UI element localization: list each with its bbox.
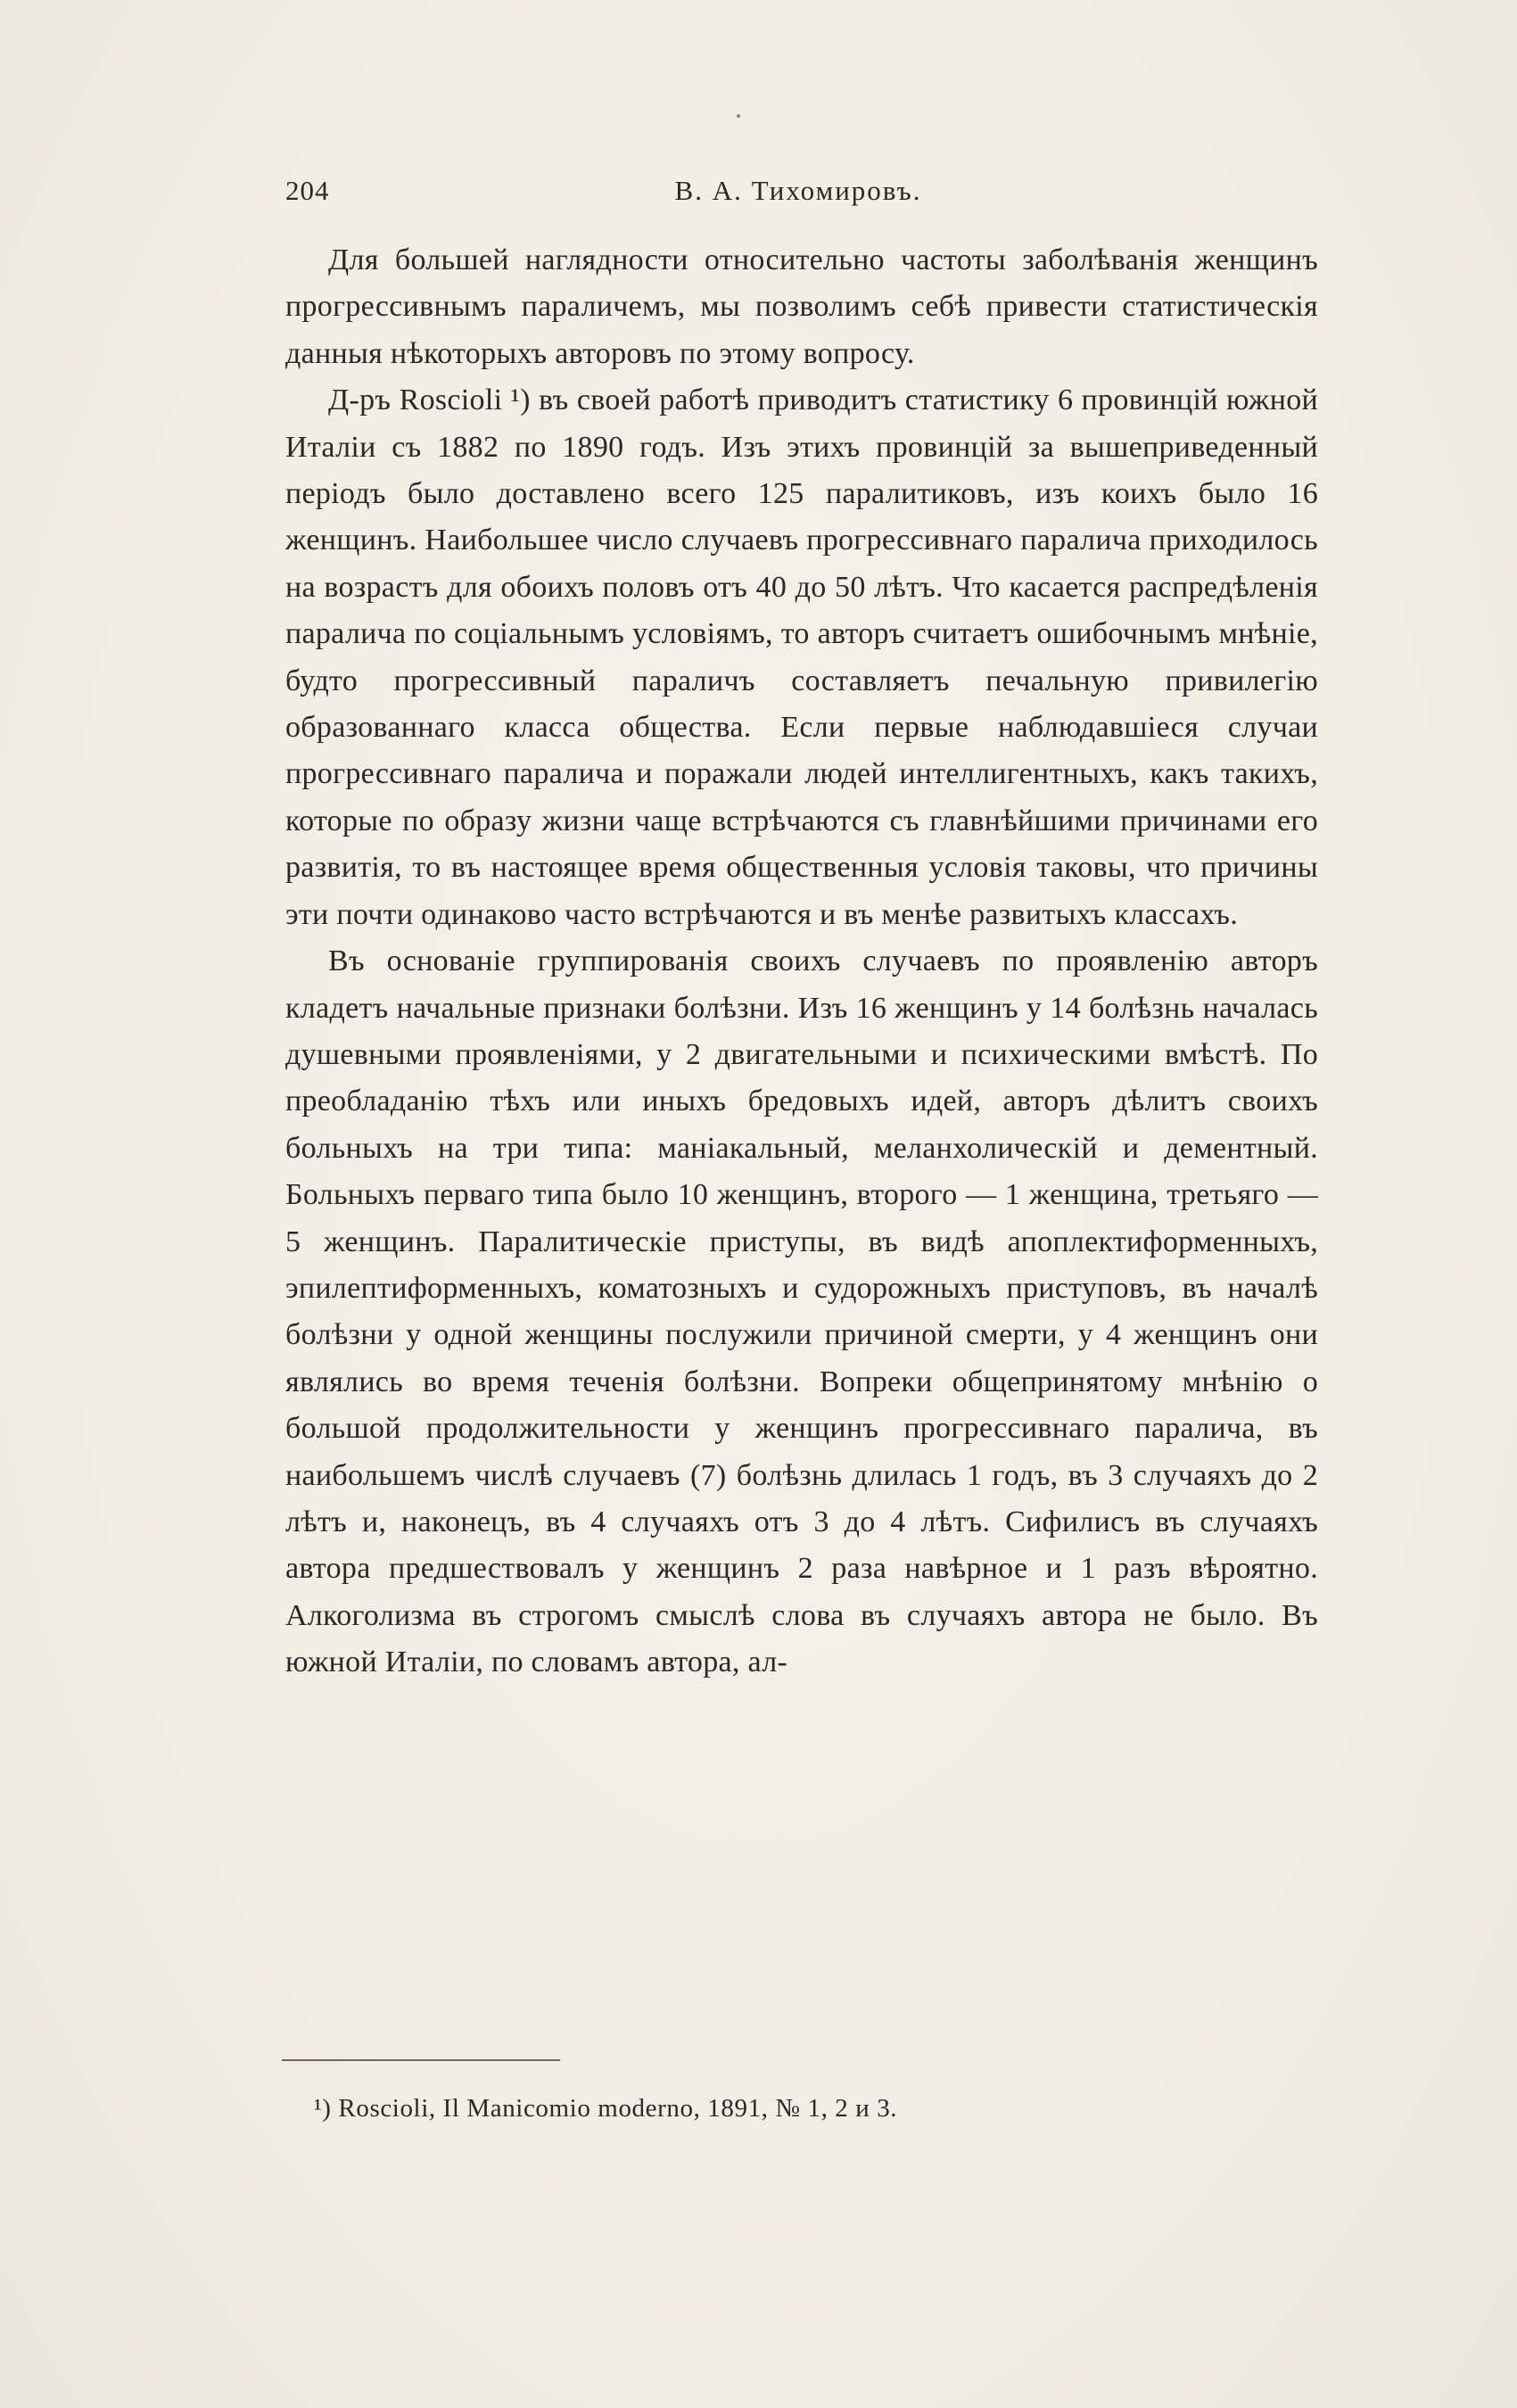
body-text bbox=[285, 237, 1318, 1686]
page-header bbox=[285, 175, 1311, 214]
paragraph-intro: Для большей наглядности относительно частоты заболѣванія женщинъ прогрессивнымъ параличемъ, мы позволимъ себѣ привести статистическія данныя нѣкоторыхъ авторовъ по этому вопросу. bbox=[285, 243, 1318, 370]
page-number: 204 bbox=[285, 175, 330, 206]
paragraph-case-grouping: Въ основаніе группированія своихъ случаевъ по проявленію авторъ кладетъ начальные признаки болѣзни. Изъ 16 женщинъ у 14 болѣзнь началась душевными проявленіями, у 2 двигательными и психическими вмѣстѣ. По преобладанію тѣхъ или иныхъ бредовыхъ идей, авторъ дѣлитъ своихъ больныхъ на три типа: маніакальный, меланхолическій и дементный. Больныхъ перваго типа было 10 женщинъ, второго — 1 женщина, третьяго — 5 женщинъ. Паралитическіе приступы, въ видѣ апоплектиформенныхъ, эпилептиформенныхъ, коматозныхъ и судорожныхъ приступовъ, въ началѣ болѣзни у одной женщины послужили причиной смерти, у 4 женщинъ они являлись во время теченія болѣзни. Вопреки общепринятому мнѣнію о большой продолжительности у женщинъ прогрессивнаго паралича, въ наибольшемъ числѣ случаевъ (7) болѣзнь длилась 1 годъ, въ 3 случаяхъ до 2 лѣтъ и, наконецъ, въ 4 случаяхъ отъ 3 до 4 лѣтъ. Сифилисъ въ случаяхъ автора предшествовалъ у женщинъ 2 раза навѣрное и 1 разъ вѣроятно. Алкоголизма въ строгомъ смыслѣ слова въ случаяхъ автора не было. Въ южной Италіи, по словамъ автора, ал- bbox=[285, 944, 1318, 1679]
paragraph-roscioli-statistics: Д-ръ Roscioli ¹) въ своей работѣ приводитъ статистику 6 провинцій южной Италіи съ 1882 по 1890 годъ. Изъ этихъ провинцій за вышеприведенный періодъ было доставлено всего 125 паралитиковъ, изъ коихъ было 16 женщинъ. Наибольшее число случаевъ прогрессивнаго паралича приходилось на возрастъ для обоихъ половъ отъ 40 до 50 лѣтъ. Что касается распредѣленія паралича по соціальнымъ условіямъ, то авторъ считаетъ ошибочнымъ мнѣніе, будто прогрессивный параличъ составляетъ печальную привилегію образованнаго класса общества. Если первые наблюдавшіеся случаи прогрессивнаго паралича и поражали людей интеллигентныхъ, какъ такихъ, которые по образу жизни чаще встрѣчаются съ главнѣйшими причинами его развитія, то въ настоящее время общественныя условія таковы, что причины эти почти одинаково часто встрѣчаются и въ менѣе развитыхъ классахъ. bbox=[285, 383, 1318, 931]
footnote: ¹) Roscioli, Il Manicomio moderno, 1891, № 1, 2 и 3. bbox=[314, 2094, 898, 2123]
running-title: В. А. Тихомировъ. bbox=[674, 175, 922, 206]
printing-speck bbox=[737, 114, 740, 118]
footnote-divider bbox=[282, 2059, 560, 2061]
